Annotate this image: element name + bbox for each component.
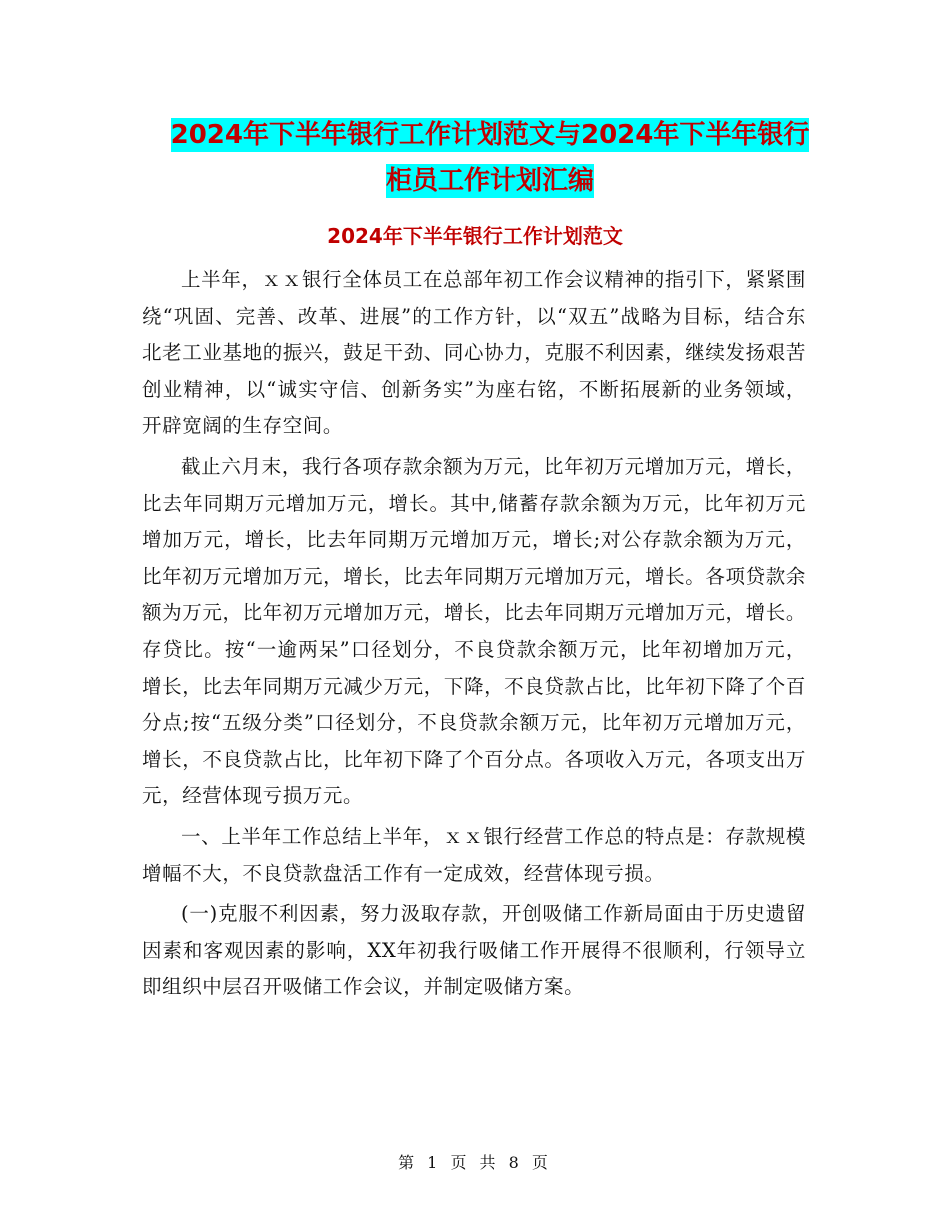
main-title-line-1: 2024年下半年银行工作计划范文与2024年下半年银行 xyxy=(170,120,810,150)
paragraph: 截止六月末，我行各项存款余额为万元，比年初万元增加万元，增长，比去年同期万元增加万元，增长。其中,储蓄存款余额为万元，比年初万元增加万元，增长，比去年同期万元增加万元，增长;对公存款余额为万元，比年初万元增加万元，增长，比去年同期万元增加万元，增长。各项贷款余额为万元，比年初万元增加万元，增长，比去年同期万元增加万元，增长。存贷比。按“一逾两呆”口径划分，不良贷款余额万元，比年初增加万元，增长，比去年同期万元减少万元，下降，不良贷款占比，比年初下降了个百分点;按“五级分类”口径划分，不良贷款余额万元，比年初万元增加万元，增长，不良贷款占比，比年初下降了个百分点。各项收入万元，各项支出万元，经营体现亏损万元。 xyxy=(142,454,806,808)
paragraph: 上半年，ｘｘ银行全体员工在总部年初工作会议精神的指引下，紧紧围绕“巩固、完善、改革、进展”的工作方针，以“双五”战略为目标，结合东北老工业基地的振兴，鼓足干劲、同心协力，克服不利因素，继续发扬艰苦创业精神，以“诚实守信、创新务实”为座右铭，不断拓展新的业务领域，开辟宽阔的生存空间。 xyxy=(142,268,806,438)
body-text xyxy=(142,262,806,1010)
paragraph: 一、上半年工作总结上半年，ｘｘ银行经营工作总的特点是：存款规模增幅不大，不良贷款盘活工作有一定成效，经营体现亏损。 xyxy=(142,824,806,885)
main-title xyxy=(140,112,840,204)
main-title-line-2: 柜员工作计划汇编 xyxy=(385,166,594,196)
section-title: 2024年下半年银行工作计划范文 xyxy=(327,224,623,248)
page-number-footer: 第 1 页 共 8 页 xyxy=(398,1153,552,1172)
paragraph: (一)克服不利因素，努力汲取存款，开创吸储工作新局面由于历史遗留因素和客观因素的影响，XX年初我行吸储工作开展得不很顺利，行领导立即组织中层召开吸储工作会议，并制定吸储方案。 xyxy=(142,902,806,999)
